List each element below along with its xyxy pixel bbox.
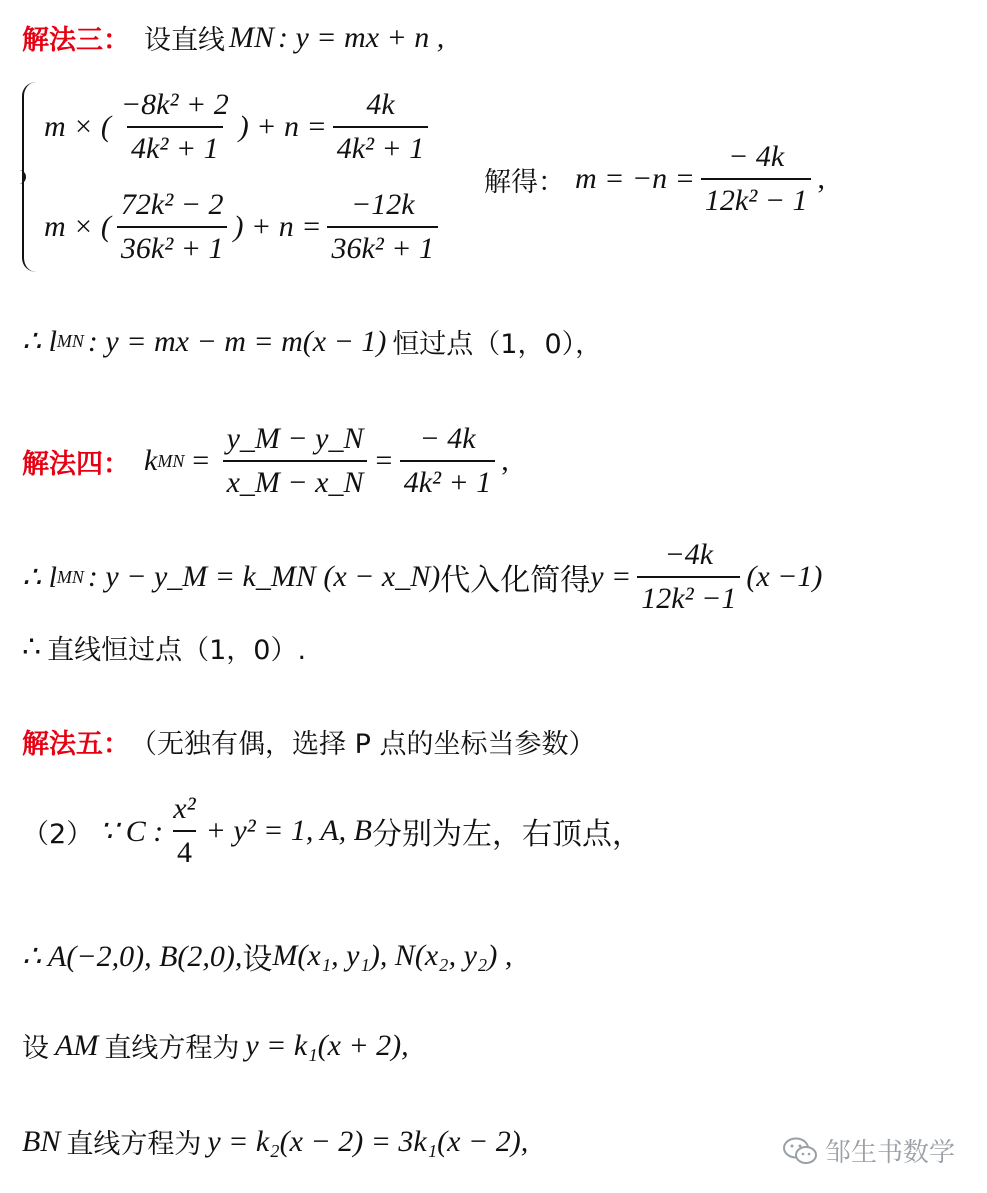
fraction: $\frac{-4k}{\text{12k² −1}}$ [637, 538, 740, 616]
line-passes-text: 直线恒过点（1，0）. [47, 635, 307, 666]
method5-note: （无独有偶，选择 P 点的坐标当参数） [130, 729, 596, 760]
method5-line [22, 722, 595, 761]
method4-line: 解法四： k MN = $\frac{y\_M - y\_N}{x\_M - x\_N}$ = $\frac{- 4k}{\text{4k² + 1}}$ , [22, 422, 509, 499]
fraction: $\frac{- 4k}{\text{12k² − 1}}$ [701, 140, 812, 218]
fraction: $\frac{\text{x²}}{4}$ [173, 792, 196, 869]
method5-label: 解法五： [22, 729, 130, 760]
system-brace [22, 82, 42, 272]
line-equation: : y = mx + n , [278, 20, 445, 54]
line-passes-line: ∴ 直线恒过点（1，0）. [22, 628, 306, 667]
fraction: $\frac{4k}{\text{4k² + 1}}$ [333, 88, 429, 166]
fraction: $\frac{\text{72k² − 2}}{\text{36k² + 1}}$ [117, 188, 228, 266]
fraction: $\frac{-12k}{\text{36k² + 1}}$ [327, 188, 438, 266]
substitute-text: 代入化简得 [440, 563, 591, 598]
bn-line: BN 直线方程为 y = k₂(x − 2) = 3k₁(x − 2), [22, 1124, 529, 1160]
system-row-2: m × ( $\frac{\text{72k² − 2}}{\text{36k² + 1}}$ ) + n = $\frac{-12k}{\text{36k² + 1}}$ [44, 188, 444, 266]
m-equation: m = −n = [575, 162, 695, 195]
ellipse-line: （2） ∵ C : $\frac{\text{x²}}{4}$ + y² = 1, A, B 分别为左，右顶点， [22, 792, 642, 869]
method4-label: 解法四： [22, 448, 130, 480]
coords-line: ∴ A(−2,0), B(2,0), 设 M(x₁, y₁), N(x₂, y₂) , [22, 939, 513, 977]
system-row-1: m × ( $\frac{\text{−8k² + 2}}{\text{4k² + 1}}$ ) + n = $\frac{4k}{\text{4k² + 1}}$ [44, 88, 434, 166]
solve-text: 解得： [484, 166, 565, 198]
passes-point-text: 恒过点（1，0）， [392, 329, 603, 360]
watermark [783, 1132, 955, 1169]
watermark-text: 邹生书数学 [824, 1138, 955, 1168]
lmn-line: ∴ l MN : y = mx − m = m(x − 1) 恒过点（1，0）， [22, 322, 602, 361]
set-line-text: 设直线 [144, 25, 225, 56]
fraction: $\frac{\text{−8k² + 2}}{\text{4k² + 1}}$ [120, 88, 229, 165]
am-line: 设 AM 直线方程为 y = k₁(x + 2), [22, 1028, 409, 1064]
substitute-line: ∴ l MN : y − y_M = k_MN (x − x_N) 代入化简得 y = $\frac{-4k}{\text{12k² −1}}$ (x −1) [22, 538, 823, 615]
fraction: $\frac{y\_M - y\_N}{x\_M - x\_N}$ [223, 422, 368, 500]
wechat-icon [783, 1137, 817, 1165]
method3-line [22, 18, 444, 57]
solution-line: 解得： m = −n = $\frac{- 4k}{\text{12k² − 1}}$ , [484, 140, 825, 217]
method3-label: 解法三： [22, 25, 130, 56]
mn-symbol: MN [229, 20, 274, 54]
fraction: $\frac{- 4k}{\text{4k² + 1}}$ [400, 422, 496, 500]
